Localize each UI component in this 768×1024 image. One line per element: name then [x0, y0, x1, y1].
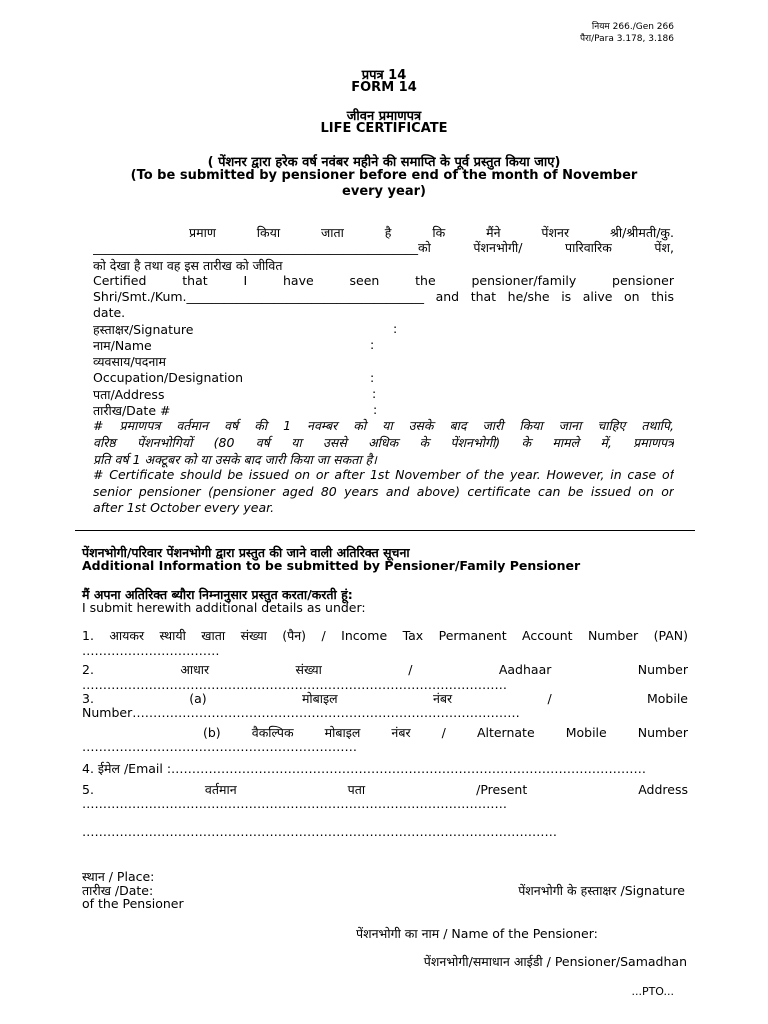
- pto-label: ...PTO...: [631, 985, 674, 998]
- pensioner-samadhan-label: पेंशनभोगी/समाधान आईडी / Pensioner/Samadhan: [423, 954, 687, 969]
- email-field: 4. ईमेल /Email :……………………………………………………………………………………………………: [82, 761, 647, 776]
- place-label: स्थान / Place:: [82, 869, 155, 884]
- occupation-label: Occupation/Designation: [93, 370, 244, 385]
- submission-note-hindi: ( पेंशनर द्वारा हरेक वर्ष नवंबर महीने की समाप्ति के पूर्व प्रस्तुत किया जाए): [207, 155, 561, 170]
- date-label: तारीख/Date #: [93, 403, 171, 418]
- certificate-title: LIFE CERTIFICATE: [320, 121, 448, 136]
- footnote-hindi-line2: वरिष्ठ पेंशनभोगियों (80 वर्ष या उससे अधिक के पेंशनभोगी) के मामले में, प्रमाणपत्र: [93, 435, 674, 450]
- footnote-line1: # Certificate should be issued on or after 1st November of the year. However, in case of: [93, 467, 674, 482]
- aadhaar-field-label: 2. आधार संख्या / Aadhaar Number: [82, 662, 688, 677]
- additional-intro-hindi: मैं अपना अतिरिक्त ब्यौरा निम्नानुसार प्रस्तुत करता/करती हूं:: [82, 587, 353, 602]
- of-pensioner-label: of the Pensioner: [82, 896, 184, 911]
- form-title-hindi: प्रपत्र 14: [361, 68, 407, 83]
- footnote-hindi-line1: # प्रमाणपत्र वर्तमान वर्ष की 1 नवम्बर को या उसके बाद जारी किया जाना चाहिए तथापि,: [93, 418, 674, 433]
- certificate-text-hindi-line2: ____________________________________________________को पेंशनभोगी/ पारिवारिक पेंश,: [93, 240, 674, 255]
- footnote-line2: senior pensioner (pensioner aged 80 years and above) certificate can be issued on or: [93, 484, 674, 499]
- present-address-label: 5. वर्तमान पता /Present Address: [82, 782, 688, 797]
- address-colon: :: [372, 386, 377, 401]
- certificate-text-line2: Shri/Smt./Kum.______________________________________ and that he/she is alive on this: [93, 289, 674, 304]
- name-colon: :: [370, 337, 375, 352]
- section-divider: [75, 530, 695, 531]
- form-title: FORM 14: [351, 80, 417, 95]
- additional-intro: I submit herewith additional details as under:: [82, 600, 366, 615]
- pan-field-label: 1. आयकर स्थायी खाता संख्या (पैन) / Income Tax Permanent Account Number (PAN): [82, 628, 688, 643]
- para-reference: पैरा/Para 3.178, 3.186: [579, 34, 674, 44]
- footnote-line3: after 1st October every year.: [93, 500, 275, 515]
- present-address-dots-1: …………………………………………………………………………………………: [82, 796, 507, 811]
- certificate-text-line1: Certified that I have seen the pensioner/family pensioner: [93, 273, 674, 288]
- pensioner-name-label: पेंशनभोगी का नाम / Name of the Pensioner:: [356, 926, 598, 941]
- occupation-label-hindi: व्यवसाय/पदनाम: [93, 354, 167, 369]
- certificate-text-line3: date.: [93, 305, 126, 320]
- aadhaar-field-dots: …………………………………………………………………………………………: [82, 677, 507, 692]
- footnote-hindi-line3: प्रति वर्ष 1 अक्टूबर को या उसके बाद जारी किया जा सकता है।: [93, 452, 377, 467]
- address-label: पता/Address: [93, 387, 165, 402]
- pan-field-dots: ……………………………: [82, 643, 220, 658]
- submission-note-line1: (To be submitted by pensioner before end of the month of November: [130, 168, 638, 183]
- certificate-text-hindi-line3: को देखा है तथा वह इस तारीख को जीवित: [93, 258, 283, 273]
- certificate-text-hindi-line1: प्रमाण किया जाता है कि मैंने पेंशनर श्री/श्रीमती/कु.: [189, 225, 674, 240]
- alt-mobile-field-label: (b) वैकल्पिक मोबाइल नंबर / Alternate Mobile Number: [203, 725, 688, 740]
- date-colon: :: [373, 402, 378, 417]
- footer-date-label: तारीख /Date:: [82, 883, 154, 898]
- signature-label: हस्ताक्षर/Signature: [93, 322, 194, 337]
- name-label: नाम/Name: [93, 338, 152, 353]
- additional-info-title: Additional Information to be submitted by Pensioner/Family Pensioner: [82, 558, 581, 573]
- rule-reference: नियम 266./Gen 266: [591, 22, 674, 32]
- present-address-dots-2: ……………………………………………………………………………………………………: [82, 824, 557, 839]
- pensioner-signature-label: पेंशनभोगी के हस्ताक्षर /Signature: [518, 883, 685, 898]
- occupation-colon: :: [370, 370, 375, 385]
- additional-info-title-hindi: पेंशनभोगी/परिवार पेंशनभोगी द्वारा प्रस्तुत की जाने वाली अतिरिक्त सूचना: [82, 545, 410, 560]
- mobile-field-dots: Number…………………………………………………………………………………: [82, 705, 520, 720]
- mobile-field-label: 3. (a) मोबाइल नंबर / Mobile: [82, 691, 688, 706]
- alt-mobile-field-dots: …………………………………………………………: [82, 739, 357, 754]
- submission-note-line2: every year): [342, 184, 426, 199]
- signature-colon: :: [393, 321, 398, 336]
- certificate-title-hindi: जीवन प्रमाणपत्र: [346, 109, 422, 124]
